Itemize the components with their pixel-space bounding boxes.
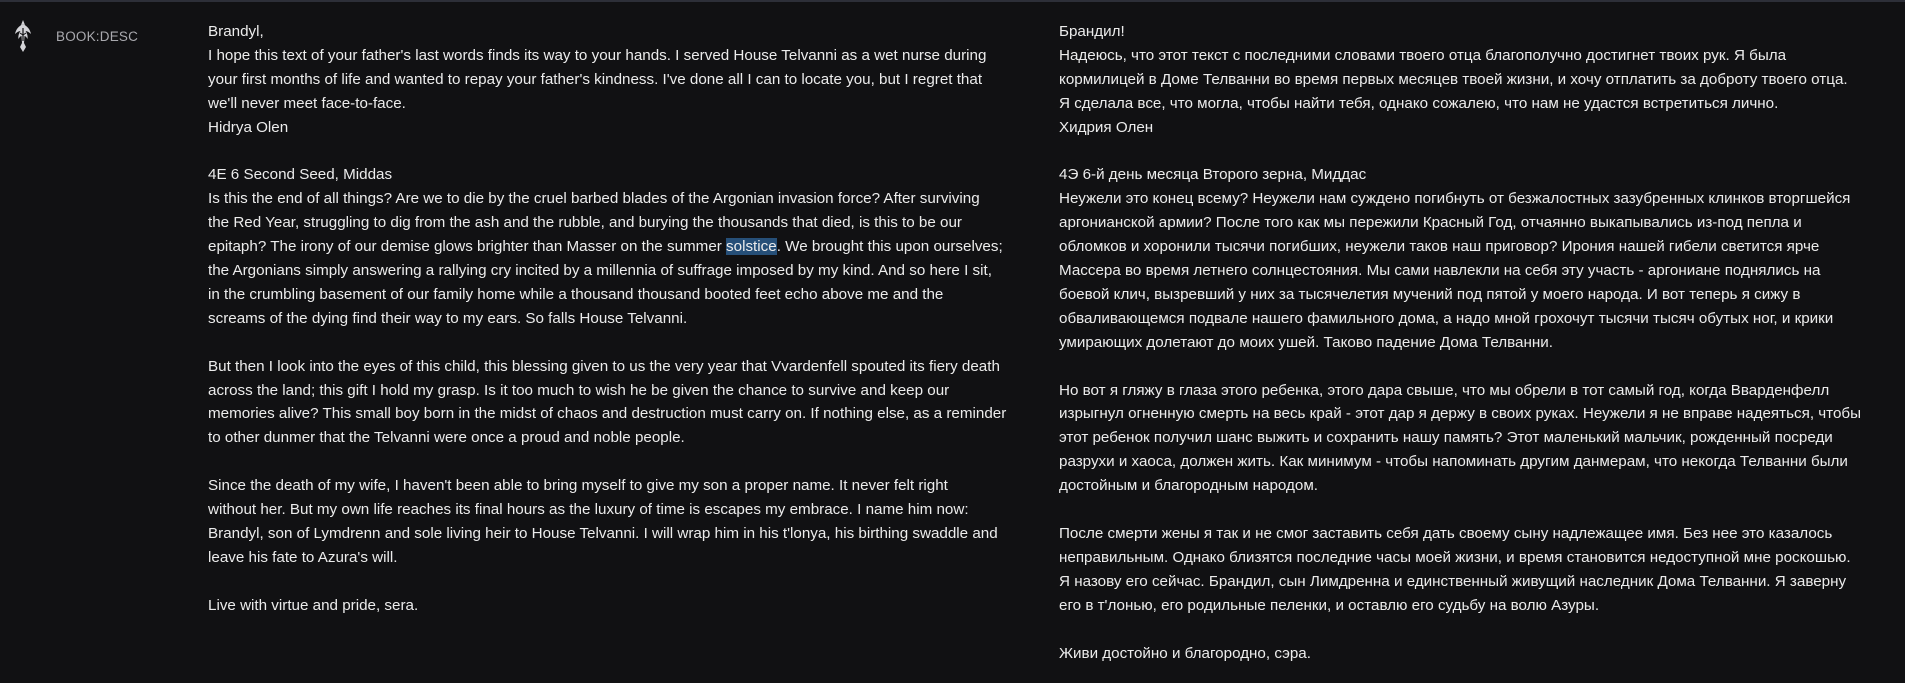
russian-text-line: кормилицей в Доме Телванни во время первых месяцев твоей жизни, и хочу отплатить за доброту твоего отца. [1059,70,1848,88]
english-paragraph [208,355,1043,451]
english-text-segment: . We brought this upon ourselves; [776,238,1003,256]
russian-text-line: аргонианской армии? После того как мы пережили Красный Год, отчаянно выкапывались из-под пепла и [1059,214,1802,232]
russian-text-line: Живи достойно и благородно, сэра. [1059,644,1311,662]
russian-text-line: достойным и благородным народом. [1059,477,1319,495]
russian-text-line: Я сделала все, что могла, чтобы найти тебя, однако сожалею, что нам не удастся встретиться лично. [1059,94,1779,112]
russian-paragraph [1059,379,1899,499]
russian-paragraph [1059,522,1899,618]
russian-text-line: Массера во время летнего солнцестояния. Мы сами навлекли на себя эту участь - аргониане поднялись на [1059,262,1821,280]
russian-text-line: умирающих долетают до моих ушей. Таково падение Дома Телванни. [1059,333,1553,351]
english-text-line: the Red Year, struggling to dig from the ash and the rubble, and burying the thousands that died, is this to be our [208,214,962,232]
english-text-line: the Argonians simply answering a rallying cry incited by a millennia of suffrage imposed by my kind. And so here I sit, [208,262,992,280]
english-text-line: to other dunmer that the Telvanni were once a proud and noble people. [208,429,685,447]
english-text-line: we'll never meet face-to-face. [208,94,406,112]
skyrim-dragon-emblem-icon [13,19,33,53]
russian-text-line: Неужели это конец всему? Неужели нам суждено погибнуть от безжалостных зазубренных клинков вторгшейся [1059,190,1851,208]
russian-paragraph [1059,20,1899,140]
russian-text-line: Хидрия Олен [1059,118,1154,136]
russian-text-line: его в т'лонью, его родильные пеленки, и оставлю его судьбу на волю Азуры. [1059,596,1600,614]
russian-text-line: разрухи и хаоса, должен жить. Как минимум - чтобы напоминать другим данмерам, что некогда Телванни были [1059,453,1848,471]
english-text-segment: epitaph? The irony of our demise glows brighter than Masser on the summer [208,238,727,256]
selected-word-highlight[interactable]: solstice [726,238,777,256]
english-text-line: screams of the dying find their way to my ears. So falls House Telvanni. [208,309,688,327]
record-type-label: BOOK:DESC [56,29,139,44]
english-text-line: I hope this text of your father's last words finds its way to your hands. I served House Telvanni as a wet nurse during [208,46,987,64]
english-text-line: Hidrya Olen [208,118,289,136]
english-paragraph [208,474,1043,570]
english-paragraph [208,163,1043,330]
russian-text-line: После смерти жены я так и не смог заставить себя дать своему сыну надлежащее имя. Без нее это казалось [1059,524,1833,542]
english-text-line: But then I look into the eyes of this child, this blessing given to us the very year that Vvardenfell spouted its fiery death [208,357,1000,375]
russian-text-column[interactable] [1059,20,1899,683]
russian-text-line: Брандил! [1059,23,1125,40]
english-text-line: leave his fate to Azura's will. [208,548,398,566]
english-text-line: Live with virtue and pride, sera. [208,596,419,614]
english-paragraph [208,594,1043,618]
russian-text-line: изрыгнул огненную смерть на весь край - этот дар я держу в своих руках. Неужели я не вправе надеяться, чтобы [1059,405,1862,423]
russian-text-line: обломков и хоронили тысячи погибших, неужели таков наш приговор? Ирония нашей гибели светится ярче [1059,238,1820,256]
english-text-line: your first months of life and wanted to repay your father's kindness. I've done all I can to locate you, but I regret that [208,70,983,88]
english-text-line: in the crumbling basement of our family home while a thousand thousand booted feet echo above me and the [208,285,944,303]
russian-text-line: обваливающемся подвале нашего фамильного дома, а надо мной грохочут тысячи тысяч обутых ног, и крики [1059,309,1834,327]
record-sidebar [0,2,200,683]
russian-text-line: Надеюсь, что этот текст с последними словами твоего отца благополучно достигнет твоих рук. Я была [1059,46,1787,64]
russian-text-line: этот ребенок получил шанс выжить и сохранить нашу память? Этот маленький мальчик, рожденный посреди [1059,429,1833,447]
russian-text-line: Я назову его сейчас. Брандил, сын Лимдренна и единственный живущий наследник Дома Телванни. Я заверну [1059,572,1847,590]
russian-paragraph [1059,642,1899,666]
russian-paragraph [1059,163,1899,354]
russian-text-line: Но вот я гляжу в глаза этого ребенка, этого дара свыше, что мы обрели в тот самый год, когда Вварденфелл [1059,381,1830,399]
english-text-line: memories alive? This small boy born in the midst of chaos and destruction must carry on. If nothing else, as a reminder [208,405,1007,423]
english-text-line [208,235,1043,259]
english-paragraph [208,20,1043,140]
english-text-line: Brandyl, son of Lymdrenn and sole living heir to House Telvanni. I will wrap him in his t'lonya, his birthing swaddle and [208,524,998,542]
english-text-line: Brandyl, [208,23,264,40]
english-text-line: Since the death of my wife, I haven't been able to bring myself to give my son a proper name. It never felt right [208,477,948,495]
russian-text-line: боевой клич, вызревший у них за тысячелетия мучений под пятой у моего народа. И вот теперь я сижу в [1059,285,1801,303]
english-text-line: across the land; this gift I hold my grasp. Is it too much to wish he be given the chance to survive and keep our [208,381,950,399]
english-text-line: 4E 6 Second Seed, Middas [208,166,393,184]
window-top-border [0,0,1905,2]
russian-text-line: неправильным. Однако близятся последние часы моей жизни, и время становится недоступной мне роскошью. [1059,548,1851,566]
english-text-line: without her. But my own life reaches its final hours as the luxury of time is escapes my embrace. I name him now: [208,501,969,519]
russian-text-line: 4Э 6-й день месяца Второго зерна, Миддас [1059,166,1367,184]
english-text-line: Is this the end of all things? Are we to die by the cruel barbed blades of the Argonian invasion force? After surviving [208,190,980,208]
english-text-column[interactable] [208,20,1043,641]
